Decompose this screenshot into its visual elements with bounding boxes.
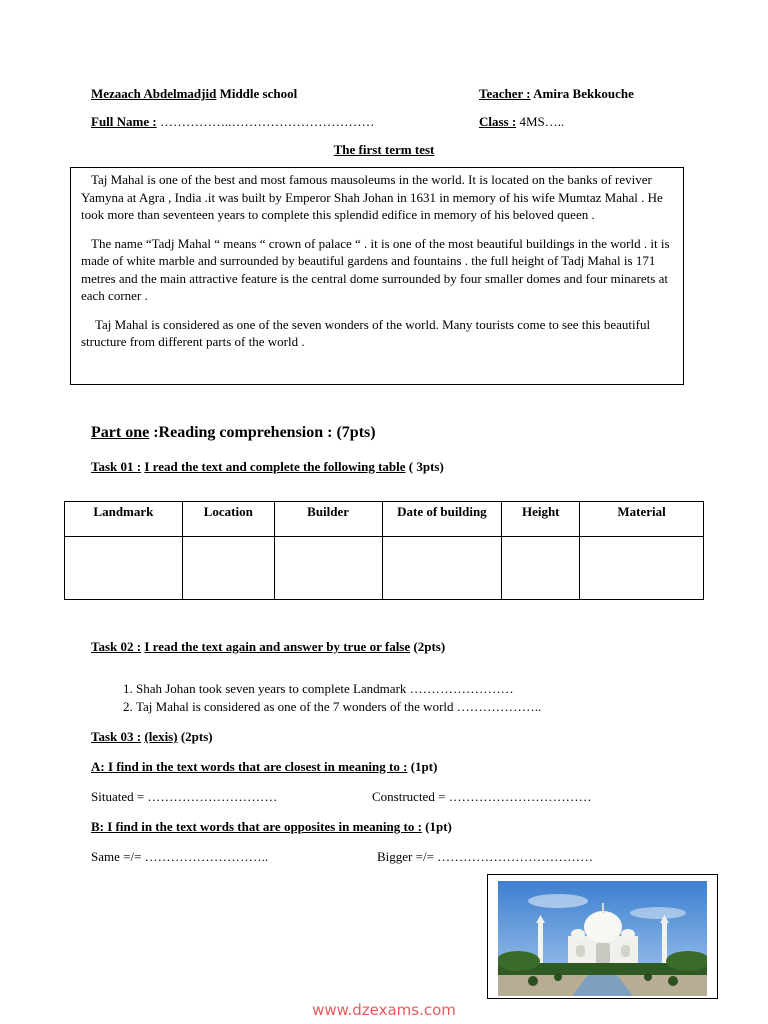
reading-passage bbox=[70, 167, 684, 385]
passage-paragraph-3: Taj Mahal is considered as one of the seven wonders of the world. Many tourists come to see this beautiful structure from different parts of the world . bbox=[81, 316, 651, 349]
task3-heading: Task 03 : (lexis) (2pts) bbox=[91, 729, 213, 744]
header-builder: Builder bbox=[274, 502, 382, 537]
task1-heading: Task 01 : I read the text and complete the following table ( 3pts) bbox=[91, 459, 444, 474]
fullname-line: Full Name : ……………..…………………………… bbox=[91, 114, 375, 129]
true-false-list bbox=[94, 680, 541, 716]
header-material: Material bbox=[580, 502, 704, 537]
list-item: 1. Shah Johan took seven years to complete Landmark …………………… bbox=[136, 680, 541, 698]
synonym-item-constructed: Constructed = …………………………… bbox=[372, 789, 592, 804]
list-item: 2. Taj Mahal is considered as one of the 7 wonders of the world ……………….. bbox=[136, 698, 541, 716]
header-date: Date of building bbox=[382, 502, 502, 537]
answer-cell-material[interactable] bbox=[580, 537, 704, 600]
answer-cell-height[interactable] bbox=[502, 537, 580, 600]
passage-paragraph-2: The name “Tadj Mahal “ means “ crown of palace “ . it is one of the most beautiful buildings in the world . it is made of white marble and surrounded by beautiful gardens and fountains . the full height of Tadj Mahal is 171 metres and the main attractive feature is the central dome surrounded by four smaller domes and four minarets at each corner . bbox=[81, 235, 670, 303]
page-title: The first term test bbox=[333, 142, 435, 157]
answer-cell-landmark[interactable] bbox=[65, 537, 183, 600]
table-header-row bbox=[65, 502, 704, 537]
teacher-line: Teacher : Amira Bekkouche bbox=[479, 86, 634, 101]
task2-heading: Task 02 : I read the text again and answer by true or false (2pts) bbox=[91, 639, 446, 654]
school-name: Mezaach Abdelmadjid Middle school bbox=[91, 86, 298, 101]
taskB-heading: B: I find in the text words that are opposites in meaning to : (1pt) bbox=[91, 819, 452, 834]
taj-mahal-photo bbox=[498, 881, 707, 996]
answer-cell-date[interactable] bbox=[382, 537, 502, 600]
info-table bbox=[64, 501, 704, 600]
footer-watermark: www.dzexams.com bbox=[312, 1001, 456, 1019]
header-location: Location bbox=[182, 502, 274, 537]
antonym-item-same: Same =/= ……………………….. bbox=[91, 849, 269, 864]
photo-frame bbox=[487, 874, 718, 999]
antonym-item-bigger: Bigger =/= ……………………………… bbox=[377, 849, 594, 864]
answer-cell-builder[interactable] bbox=[274, 537, 382, 600]
class-line: Class : 4MS….. bbox=[479, 114, 565, 129]
part-one-heading: Part one :Reading comprehension : (7pts) bbox=[91, 424, 376, 441]
synonym-item-situated: Situated = ………………………… bbox=[91, 789, 278, 804]
passage-paragraph-1: Taj Mahal is one of the best and most famous mausoleums in the world. It is located on the banks of reviver Yamyna at Agra , India .it was built by Emperor Shah Johan in 1631 in memory of his wife Mumtaz Mahal . He took more than seventeen years to complete this splendid edifice in memory of his beloved queen . bbox=[81, 172, 663, 222]
table-row bbox=[65, 537, 704, 600]
header-height: Height bbox=[502, 502, 580, 537]
answer-cell-location[interactable] bbox=[182, 537, 274, 600]
taskA-heading: A: I find in the text words that are closest in meaning to : (1pt) bbox=[91, 759, 438, 774]
taj-mahal-illustration bbox=[498, 881, 707, 996]
header-landmark: Landmark bbox=[65, 502, 183, 537]
